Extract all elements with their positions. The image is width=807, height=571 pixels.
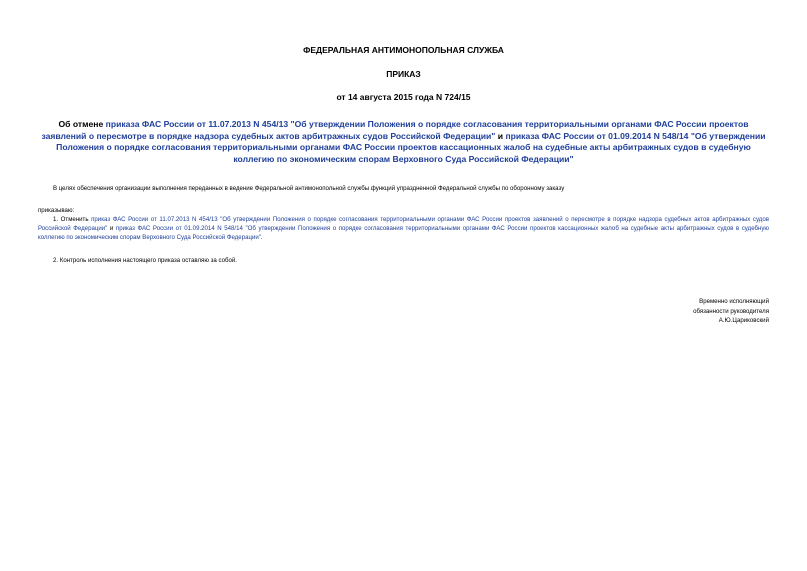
item-1-middle: и	[107, 225, 116, 233]
intro-paragraph: В целях обеспечения организации выполнения переданных в ведение Федеральной антимонопольной службы функций упраздненной Федеральной службы по оборонному заказу	[53, 185, 565, 192]
item-1-link-order-454[interactable]: приказ ФАС России от 11.07.2013 N 454/13 "Об утверждении Положения о порядке согласования территориальными органами ФАС России проектов заявлений о пересмотре в порядке надзора судебных актов арбитражных судов Российской Федерации"	[38, 216, 769, 233]
signature-line-1: Временно исполняющий	[699, 298, 769, 305]
title-prefix: Об отмене	[58, 119, 106, 129]
signature-line-2: обязанности руководителя	[693, 307, 769, 315]
item-1-link-order-548[interactable]: приказ ФАС России от 01.09.2014 N 548/14 "Об утверждении Положения о порядке согласования территориальными органами ФАС России проектов кассационных жалоб на судебные акты арбитражных судов в судебную коллегию по экономическим спорам Верховного Суда Российской Федерации"	[38, 225, 769, 242]
orders-word: приказываю:	[38, 207, 75, 214]
item-1-prefix: 1. Отменить	[53, 216, 92, 223]
organization-name: ФЕДЕРАЛЬНАЯ АНТИМОНОПОЛЬНАЯ СЛУЖБА	[303, 45, 504, 55]
title-link-order-548[interactable]: приказа ФАС России от 01.09.2014 N 548/14 "Об утверждении Положения о порядке согласования территориальными органами ФАС России проектов кассационных жалоб на судебные акты арбитражных судов в судебную коллегию по экономическим спорам Верховного Суда Российской Федерации"	[56, 130, 766, 164]
signature-name: А.Ю.Цариковский	[718, 317, 769, 325]
document-title	[38, 119, 769, 165]
item-1-paragraph	[38, 215, 769, 243]
document-type: ПРИКАЗ	[386, 69, 421, 79]
item-1-suffix: .	[260, 234, 263, 242]
document-date: от 14 августа 2015 года N 724/15	[336, 92, 471, 102]
signature-block	[693, 297, 769, 326]
title-link-order-454[interactable]: приказа ФАС России от 11.07.2013 N 454/13 "Об утверждении Положения о порядке согласования территориальными органами ФАС России проектов заявлений о пересмотре в порядке надзора судебных актов арбитражных судов Российской Федерации"	[41, 119, 749, 141]
title-middle: и	[495, 130, 506, 141]
item-2-paragraph: 2. Контроль исполнения настоящего приказа оставляю за собой.	[53, 257, 237, 264]
